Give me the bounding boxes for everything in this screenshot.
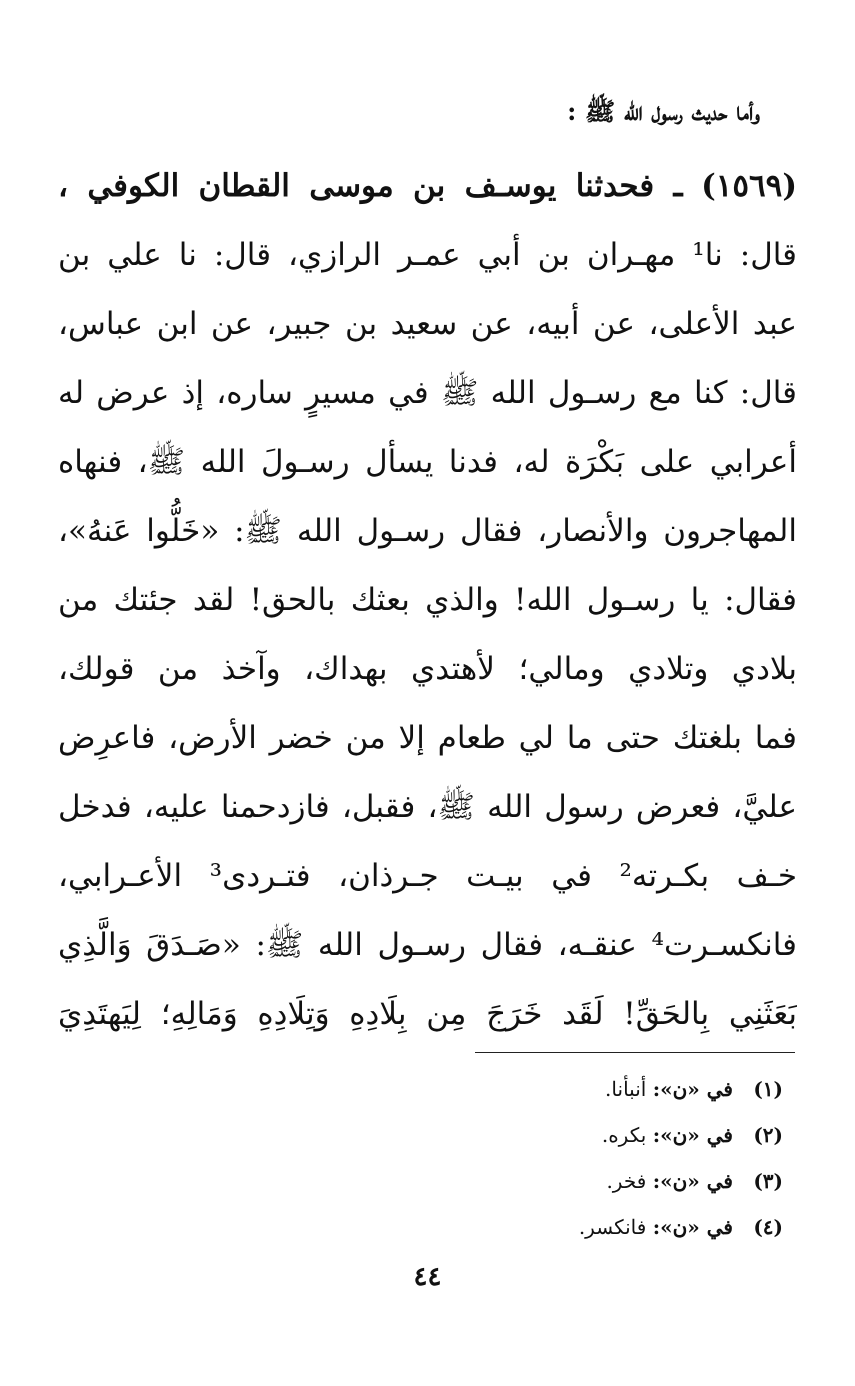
text-line: المهاجرون والأنصار، فقال رسـول الله ﷺ: «خَلُّوا عَنهُ»،: [58, 513, 797, 549]
footnote-number: (٢): [753, 1123, 783, 1147]
text-line: فما بلغتك حتى ما لي طعام إلا من خضر الأرض، فاعرِض: [58, 720, 797, 756]
hadith-number: (١٥٦٩): [701, 168, 797, 204]
footnote-text: أنبأنا.: [605, 1077, 647, 1101]
text-line: بَعَثَنِي بِالحَقِّ! لَقَد خَرَجَ مِن بِلَادِهِ وَتِلَادِهِ وَمَالِهِ؛ لِيَهتَدِيَ: [58, 996, 797, 1032]
footnote: [363, 1158, 783, 1204]
text-line: بلادي وتلادي ومالي؛ لأهتدي بهداك، وآخذ من قولك،: [58, 651, 797, 687]
text-line-content: ـ فحدثنا يوسـف بن موسى القطان الكوفي ،: [58, 168, 683, 204]
footnote-prefix: في «ن»:: [652, 1077, 733, 1101]
page-number: ٤٤: [413, 1262, 442, 1292]
text-line: قال: كنا مع رسـول الله ﷺ في مسيرٍ ساره، إذ عرض له: [58, 375, 797, 411]
text-line: فقال: يا رسـول الله! والذي بعثك بالحق! لقد جئتك من: [58, 582, 797, 618]
footnote-prefix: في «ن»:: [652, 1169, 733, 1193]
text-line: فانكسـرت⁴ عنقـه، فقال رسـول الله ﷺ: «صَـدَقَ وَالَّذِي: [58, 927, 797, 963]
footnote-text: فخر.: [606, 1169, 647, 1193]
text-line: أعرابي على بَكْرَة له، فدنا يسأل رسـولَ الله ﷺ، فنهاه: [58, 444, 797, 480]
footnote-number: (٣): [753, 1169, 783, 1193]
text-line: [58, 152, 797, 221]
footnote-text: فانكسر.: [578, 1215, 647, 1239]
text-line: قال: نا¹ مهـران بن أبي عمـر الرازي، قال: نا علي بن: [58, 237, 797, 273]
footnote: [363, 1204, 783, 1250]
footnote: [363, 1066, 783, 1112]
footnote-divider: [475, 1052, 795, 1053]
footnote-prefix: في «ن»:: [652, 1123, 733, 1147]
text-line: خـف بكـرته² في بيـت جـرذان، فتـردى³ الأعـرابي،: [58, 858, 797, 894]
hadith-text: [58, 152, 797, 1049]
text-line: عبد الأعلى، عن أبيه، عن سعيد بن جبير، عن ابن عباس،: [58, 306, 797, 342]
footnote: [363, 1112, 783, 1158]
section-heading: وأما حديث رسول الله ﷺ :: [567, 97, 760, 126]
footnote-number: (١): [753, 1077, 783, 1101]
footnotes: [363, 1066, 783, 1250]
footnote-prefix: في «ن»:: [652, 1215, 733, 1239]
footnote-text: بكره.: [601, 1123, 647, 1147]
text-line: عليَّ، فعرض رسول الله ﷺ، فقبل، فازدحمنا عليه، فدخل: [58, 789, 797, 825]
footnote-number: (٤): [753, 1215, 783, 1239]
